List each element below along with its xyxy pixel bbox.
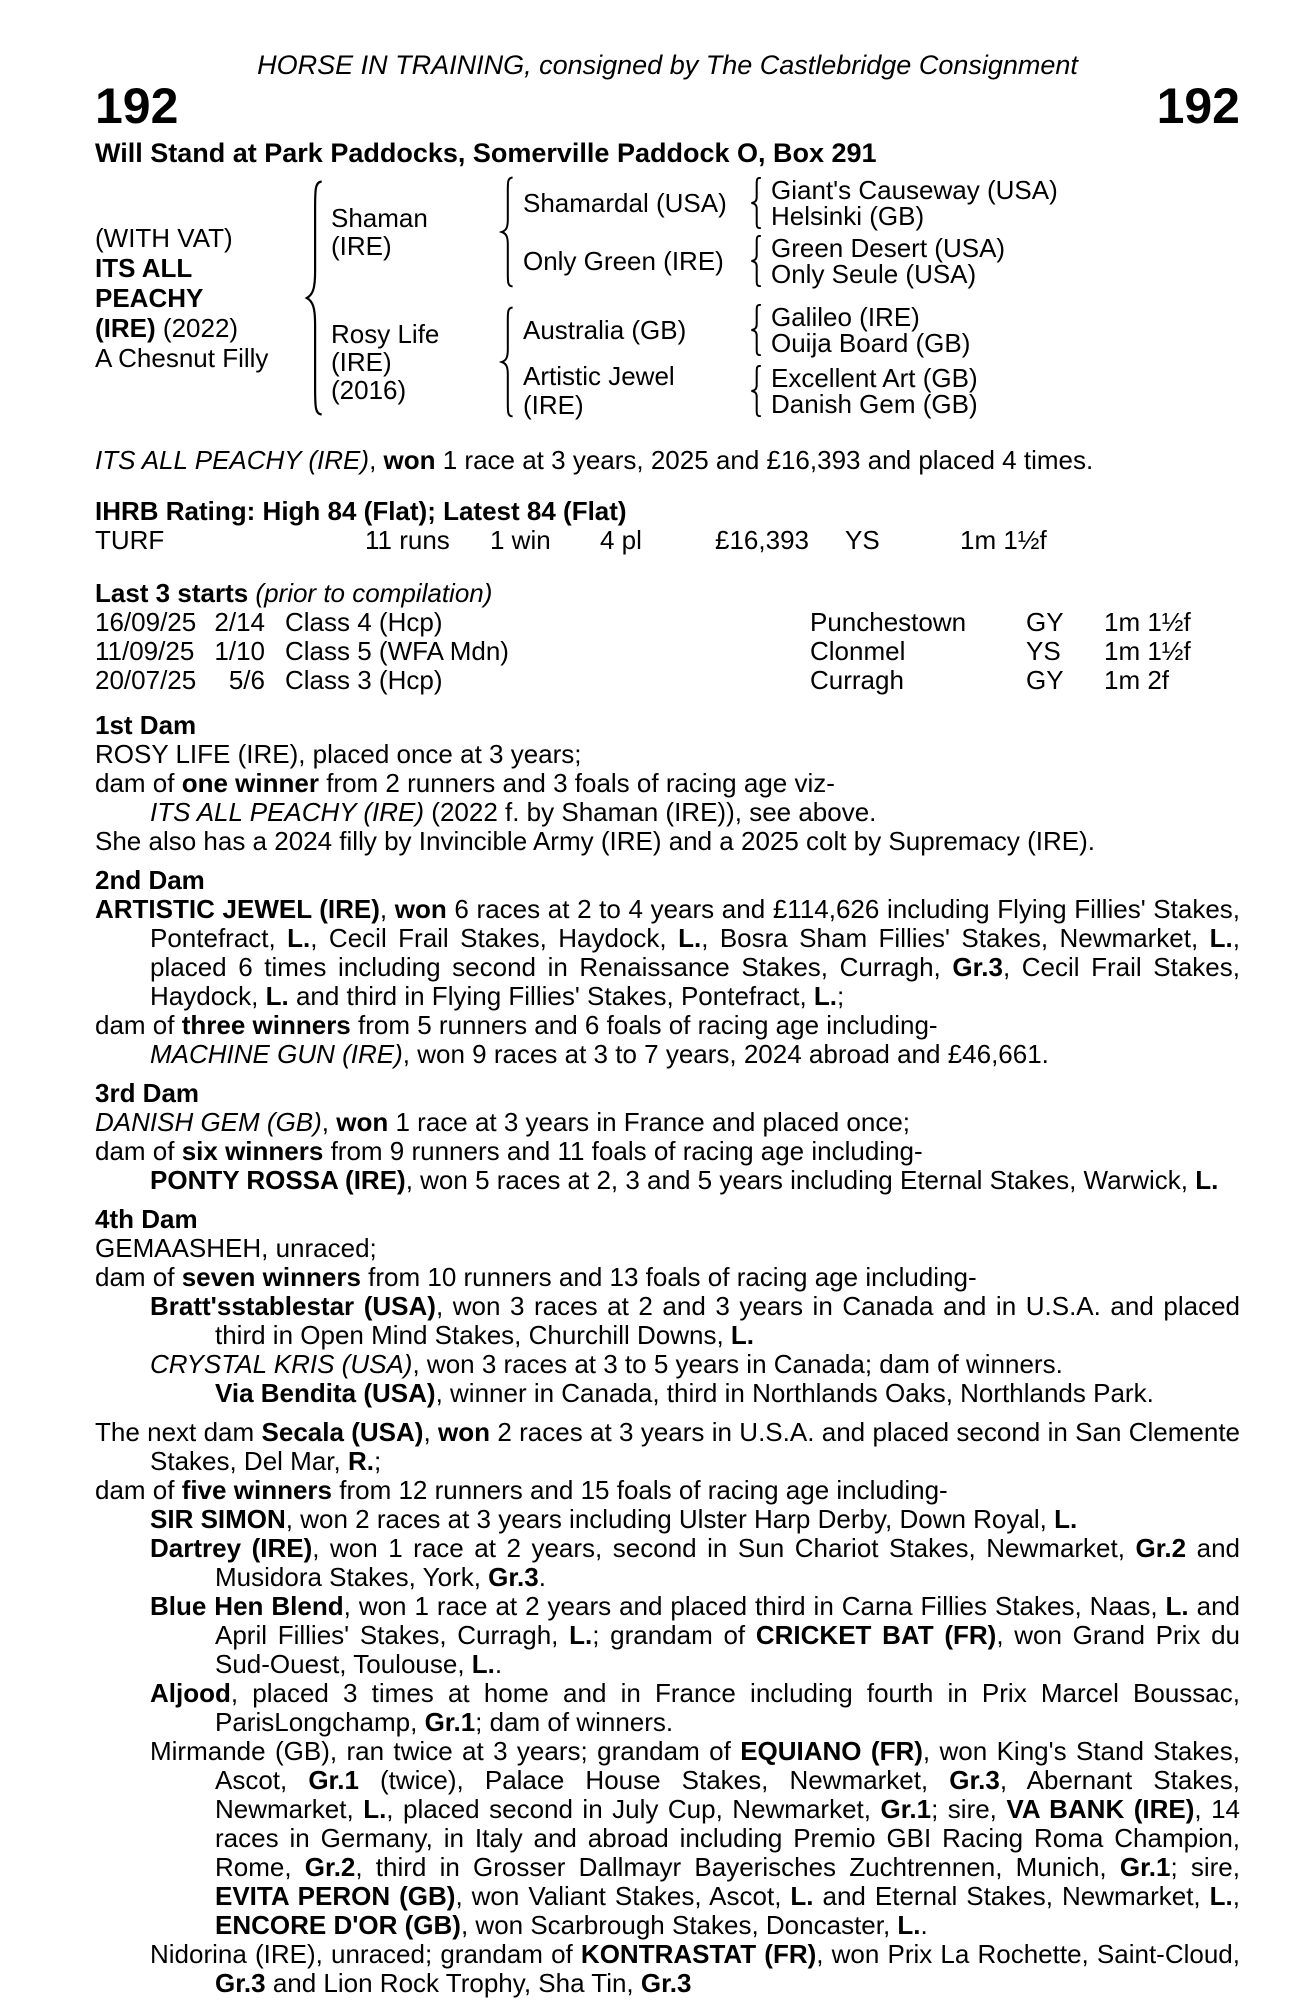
subject-year: (2022) [162,313,239,343]
last3-note: (prior to compilation) [255,578,493,608]
last3-rows [95,608,1240,695]
catalogue-paragraph [150,1350,1240,1379]
pedigree-generations [331,176,1058,420]
sire-sire-row [523,177,1058,229]
race-row [95,608,1240,637]
text-segment: 2 races at 3 years in U.S.A. and placed second in San Clemente Stakes, Del Mar, [150,1417,1241,1476]
text-segment: Gr.3 [215,1968,266,1998]
text-segment: Mirmande (GB), ran twice at 3 years; grandam of [150,1736,741,1766]
dam-name-block [331,320,491,404]
pedigree-brace-dam [499,306,515,418]
catalogue-paragraph [95,1137,1240,1166]
text-segment: one winner [181,768,319,798]
gen3-pair [771,365,978,417]
dam-section [95,1205,1240,1408]
surface-label: TURF [95,525,165,555]
gen3-name: Giant's Causeway (USA) [771,175,1058,205]
text-segment: , won 3 races at 2 and 3 years in Canada and in U.S.A. and placed third in Open Mind Stakes, Churchill Downs, [215,1291,1240,1350]
text-segment: won [336,1107,389,1137]
pedigree-brace-small [749,365,763,417]
race-position: 5/6 [228,665,265,695]
race-going: GY [1026,665,1064,695]
race-going: GY [1026,607,1064,637]
stand-location-line: Will Stand at Park Paddocks, Somerville Paddock O, Box 291 [95,138,877,168]
gen3-pair [771,235,1005,287]
text-segment: SIR SIMON [150,1504,286,1534]
text-segment: won [394,894,447,924]
text-segment: and Lion Rock Trophy, Sha Tin, [265,1968,641,1998]
text-segment: 6 races at 2 to 4 years and £114,626 including Flying Fillies' Stakes, Pontefract, [150,894,1240,953]
catalogue-paragraph [150,1592,1240,1679]
text-segment: Gr.1 [308,1765,359,1795]
section-heading: 1st Dam [95,710,197,740]
text-segment: , won 9 races at 3 to 7 years, 2024 abroad and £46,661. [402,1039,1049,1069]
sire-dam-name: Only Green (IRE) [523,245,724,276]
text-segment: dam of [95,1136,182,1166]
race-distance: 1m 1½f [1104,636,1191,666]
gen3-name: Only Seule (USA) [771,259,977,289]
text-segment: , won Grand Prix du Sud-Ouest, Toulouse, [215,1620,1241,1679]
runs-value: 11 runs [365,525,450,555]
text-segment: from 10 runners and 13 foals of racing age including- [360,1262,977,1292]
text-segment: from 12 runners and 15 foals of racing age including- [332,1475,948,1505]
text-segment: EQUIANO (FR) [740,1736,923,1766]
race-date: 11/09/25 [95,636,195,666]
race-class: Class 5 (WFA Mdn) [285,636,509,666]
vat-note: (WITH VAT) [95,223,233,253]
dam-dam-name: Artistic Jewel (IRE) [523,361,675,420]
text-segment: . [538,1562,546,1592]
section-heading: 2nd Dam [95,865,205,895]
text-segment: ; sire, [931,1794,1007,1824]
pedigree-brace-gen1 [303,178,325,418]
text-segment: Secala (USA) [261,1417,424,1447]
catalogue-paragraph [95,895,1240,1011]
dam-sections [95,711,1240,1998]
text-segment: L. [790,1881,814,1911]
going-value: YS [845,525,880,555]
text-segment: Aljood [150,1678,231,1708]
consignment-line: HORSE IN TRAINING, consigned by The Castlebridge Consignment [257,50,1078,80]
text-segment: EVITA PERON (GB) [215,1881,456,1911]
catalogue-paragraph [95,1263,1240,1292]
text-segment: Bratt'sstablestar (USA) [150,1291,436,1321]
text-segment: won [438,1417,491,1447]
text-segment: ; [837,981,845,1011]
catalogue-paragraph [150,1040,1240,1069]
text-segment: 1 race at 3 years, 2025 and £16,393 and placed 4 times. [435,445,1094,475]
text-segment: ; dam of winners. [475,1707,674,1737]
gen3-name: Danish Gem (GB) [771,389,978,419]
section-heading: 4th Dam [95,1204,198,1234]
catalogue-paragraph [95,1476,1240,1505]
catalogue-paragraph [150,1166,1240,1195]
distance-value: 1m 1½f [960,525,1047,555]
text-segment: KONTRASTAT (FR) [580,1939,817,1969]
text-segment: (twice), Palace House Stakes, Newmarket, [358,1765,950,1795]
catalogue-paragraph [150,1292,1240,1350]
text-segment: Gr.2 [1135,1533,1187,1563]
text-segment: Gr.3 [640,1968,692,1998]
text-segment: dam of [95,768,182,798]
dam-section [95,866,1240,1069]
race-row [95,637,1240,666]
pedigree-brace-small [749,304,763,356]
text-segment: , won Valiant Stakes, Ascot, [455,1881,791,1911]
text-segment: ; sire, [1170,1852,1240,1882]
last3-header [95,579,1240,608]
text-segment: , won 1 race at 2 years, second in Sun Chariot Stakes, Newmarket, [312,1533,1136,1563]
text-segment: three winners [181,1010,351,1040]
text-segment: and third in Flying Fillies' Stakes, Pontefract, [288,981,814,1011]
subject-block [95,223,303,373]
text-segment: Dartrey (IRE) [150,1533,313,1563]
text-segment: ITS ALL PEACHY (IRE) [150,797,425,827]
gen3-name: Galileo (IRE) [771,302,920,332]
pedigree-brace-sire [499,176,515,288]
text-segment: Gr.1 [424,1707,476,1737]
text-segment: , placed 3 times at home and in France including fourth in Prix Marcel Boussac, ParisLongchamp, [215,1678,1240,1737]
last3-title: Last 3 starts [95,578,249,608]
dam-sire-name: Australia (GB) [523,314,687,345]
lot-number-right: 192 [1156,78,1240,134]
catalogue-paragraph [95,740,1240,769]
subject-country: (IRE) [95,313,156,343]
text-segment: L. [1209,1881,1233,1911]
text-segment: L. [730,1320,754,1350]
subject-description: A Chesnut Filly [95,343,269,373]
text-segment: from 5 runners and 6 foals of racing age including- [350,1010,938,1040]
sire-dam-row [523,235,1058,287]
text-segment: CRYSTAL KRIS (USA) [150,1349,413,1379]
text-segment: . [494,1649,503,1679]
places-value: 4 pl [600,525,642,555]
lot-number-left: 192 [95,78,179,134]
dam-name: Rosy Life (IRE) [331,319,440,377]
race-row [95,666,1240,695]
text-segment: ; grandam of [592,1620,756,1650]
sire-name: Shaman (IRE) [331,203,428,261]
text-segment: PONTY ROSSA (IRE) [150,1165,406,1195]
dam-section [95,711,1240,856]
dam-year: (2016) [331,375,407,405]
pedigree-table [95,176,1240,420]
text-segment: L. [1165,1591,1189,1621]
dam-dam-row [523,362,978,420]
text-segment: GEMAASHEH, unraced; [95,1233,377,1263]
dam-section [95,1079,1240,1195]
text-segment: from 9 runners and 11 foals of racing age including- [323,1136,923,1166]
sire-parents [523,177,1058,287]
text-segment: Gr.3 [952,952,1003,982]
text-segment: She also has a 2024 filly by Invincible Army (IRE) and a 2025 colt by Supremacy (IRE). [95,826,1096,856]
text-segment: and Eternal Stakes, Newmarket, [813,1881,1210,1911]
text-segment: CRICKET BAT (FR) [755,1620,997,1650]
text-segment: L. [1195,1165,1219,1195]
text-segment: ITS ALL PEACHY (IRE) [95,445,370,475]
catalogue-paragraph [215,1379,1240,1408]
text-segment: L. [897,1910,921,1940]
text-segment: , Bosra Sham Fillies' Stakes, Newmarket, [701,923,1210,953]
text-segment: , won Scarbrough Stakes, Doncaster, [460,1910,898,1940]
text-segment: L. [1209,923,1233,953]
text-segment: R. [347,1446,374,1476]
text-segment: five winners [181,1475,332,1505]
text-segment: , Abernant Stakes, Newmarket, [215,1765,1240,1824]
text-segment: . [920,1910,928,1940]
text-segment: , [369,445,384,475]
text-segment: dam of [95,1010,182,1040]
text-segment: , won Prix La Rochette, Saint-Cloud, [816,1939,1240,1969]
sire-sire-name: Shamardal (USA) [523,187,727,218]
text-segment: L. [569,1620,593,1650]
text-segment: L. [1054,1504,1078,1534]
catalogue-paragraph [150,1737,1240,1940]
text-segment: , Cecil Frail Stakes, Haydock, [150,952,1240,1011]
text-segment: , placed 6 times including second in Renaissance Stakes, Curragh, [150,923,1240,982]
race-position: 1/10 [214,636,265,666]
text-segment: L. [813,981,838,1011]
earnings-value: £16,393 [715,525,809,555]
text-segment: from 2 runners and 3 foals of racing age viz- [318,768,835,798]
dam-branch [331,304,1058,420]
text-segment: Gr.1 [1119,1852,1171,1882]
subject-name: ITS ALL PEACHY [95,253,204,313]
sire-branch [331,176,1058,288]
dam-parents [523,304,978,420]
gen3-name: Excellent Art (GB) [771,363,978,393]
gen3-pair [771,304,970,356]
text-segment: Blue Hen Blend [150,1591,344,1621]
catalogue-paragraph [150,798,1240,827]
catalogue-paragraph [95,769,1240,798]
race-track: Clonmel [810,636,906,666]
catalogue-page [95,0,1240,1998]
text-segment: , won 5 races at 2, 3 and 5 years including Eternal Stakes, Warwick, [405,1165,1196,1195]
dam-section [95,1418,1240,1998]
text-segment: seven winners [181,1262,361,1292]
rating-line: IHRB Rating: High 84 (Flat); Latest 84 (Flat) [95,496,627,526]
catalogue-paragraph [150,1940,1240,1998]
text-segment: VA BANK (IRE) [1006,1794,1195,1824]
race-position: 2/14 [214,607,265,637]
text-segment: L. [678,923,702,953]
text-segment: , 14 races in Germany, in Italy and abroad including Premio GBI Racing Roma Champion, Rome, [215,1794,1241,1882]
race-date: 20/07/25 [95,665,197,695]
race-class: Class 4 (Hcp) [285,607,443,637]
text-segment: The next dam [95,1417,262,1447]
text-segment: won [383,445,436,475]
catalogue-paragraph [95,1418,1240,1476]
race-summary [95,446,1240,475]
text-segment: ROSY LIFE (IRE), placed once at 3 years; [95,739,582,769]
text-segment: MACHINE GUN (IRE) [150,1039,403,1069]
catalogue-paragraph [95,827,1240,856]
text-segment: , [423,1417,439,1447]
text-segment: , won 1 race at 2 years and placed third in Carna Fillies Stakes, Naas, [343,1591,1166,1621]
catalogue-paragraph [150,1534,1240,1592]
race-track: Curragh [810,665,904,695]
text-segment: (2022 f. by Shaman (IRE)), see above. [424,797,877,827]
text-segment: , [321,1107,337,1137]
race-distance: 1m 1½f [1104,607,1191,637]
text-segment: , [1232,1881,1240,1911]
text-segment: , Cecil Frail Stakes, Haydock, [310,923,679,953]
text-segment: Gr.3 [488,1562,539,1592]
text-segment: dam of [95,1262,182,1292]
wins-value: 1 win [490,525,551,555]
text-segment: , placed second in July Cup, Newmarket, [386,1794,881,1824]
text-segment: ENCORE D'OR (GB) [215,1910,461,1940]
catalogue-paragraph [150,1679,1240,1737]
text-segment: Gr.3 [949,1765,1000,1795]
text-segment: Gr.1 [880,1794,932,1824]
section-heading: 3rd Dam [95,1078,200,1108]
text-segment: ARTISTIC JEWEL (IRE) [95,894,380,924]
race-class: Class 3 (Hcp) [285,665,443,695]
gen3-name: Helsinki (GB) [771,201,925,231]
race-date: 16/09/25 [95,607,197,637]
catalogue-paragraph [95,1011,1240,1040]
text-segment: and Musidora Stakes, York, [215,1533,1240,1592]
text-segment: and April Fillies' Stakes, Curragh, [215,1591,1240,1650]
text-segment: Gr.2 [304,1852,356,1882]
text-segment: , won King's Stand Stakes, Ascot, [215,1736,1240,1795]
race-going: YS [1026,636,1061,666]
text-segment: , won 2 races at 3 years including Ulster Harp Derby, Down Royal, [285,1504,1055,1534]
gen3-pair [771,177,1058,229]
text-segment: Nidorina (IRE), unraced; grandam of [150,1939,581,1969]
gen3-name: Green Desert (USA) [771,233,1006,263]
text-segment: L. [471,1649,495,1679]
text-segment: L. [363,1794,387,1824]
dam-sire-row [523,304,978,356]
catalogue-paragraph [95,1108,1240,1137]
text-segment: L. [265,981,289,1011]
text-segment: , winner in Canada, third in Northlands Oaks, Northlands Park. [435,1378,1154,1408]
pedigree-brace-small [749,235,763,287]
text-segment: 1 race at 3 years in France and placed once; [388,1107,911,1137]
pedigree-brace-small [749,177,763,229]
gen3-name: Ouija Board (GB) [771,328,971,358]
race-track: Punchestown [810,607,967,637]
lot-number-row [95,78,1240,134]
race-distance: 1m 2f [1104,665,1170,695]
catalogue-paragraph [150,1505,1240,1534]
text-segment: dam of [95,1475,182,1505]
text-segment: , [379,894,395,924]
text-segment: , third in Grosser Dallmayr Bayerisches Zuchtrennen, Munich, [355,1852,1120,1882]
turf-record-row [95,526,1240,555]
text-segment: ; [373,1446,382,1476]
subject-suffix-year [95,313,303,343]
text-segment: L. [287,923,311,953]
catalogue-paragraph [95,1234,1240,1263]
text-segment: Via Bendita (USA) [215,1378,436,1408]
text-segment: six winners [181,1136,324,1166]
text-segment: DANISH GEM (GB) [95,1107,322,1137]
text-segment: , won 3 races at 3 to 5 years in Canada; dam of winners. [412,1349,1063,1379]
